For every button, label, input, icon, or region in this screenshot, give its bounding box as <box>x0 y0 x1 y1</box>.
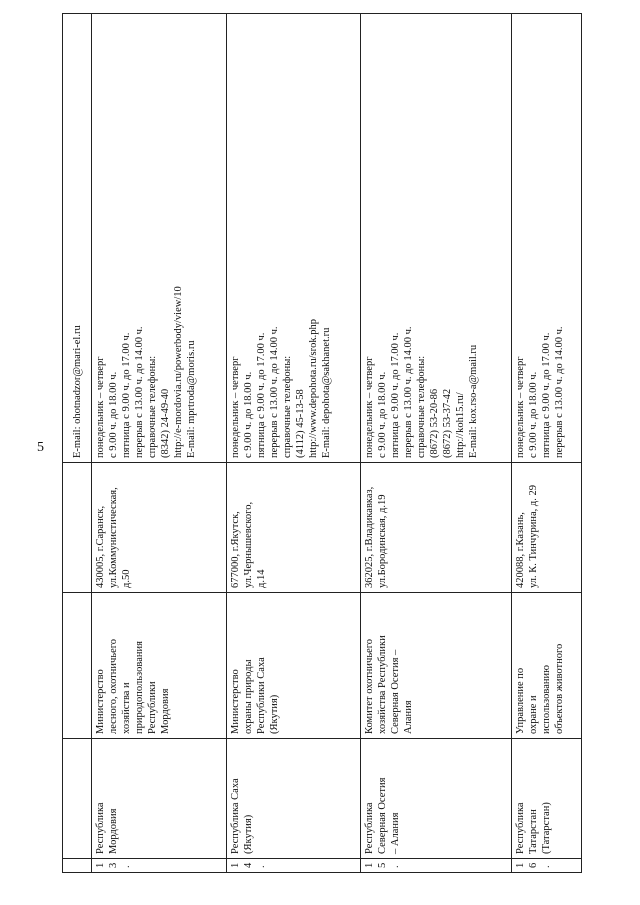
cell-contacts: понедельник – четверг с 9.00 ч. до 18.00 ч. пятница с 9.00 ч. до 17.00 ч. перерыв с 13.00 ч. до 14.00 ч. <box>511 14 581 463</box>
cell-address: 420088, г.Казань, ул. К. Тинчурина, д. 29 <box>511 463 581 593</box>
cell-region: Республика Саха (Якутия) <box>226 739 361 859</box>
cell-agency: Комитет охотничьего хозяйства Республики Северная Осетия – Алания <box>361 593 512 739</box>
cell-address: 677000, г.Якутск, ул.Чернышевского, д.14 <box>226 463 361 593</box>
table-row <box>511 14 581 873</box>
page-number: 5 <box>37 440 44 455</box>
cell-num: 13. <box>92 859 227 873</box>
cell-num: 16. <box>511 859 581 873</box>
cell-region: Республика Северная Осетия – Алания <box>361 739 512 859</box>
cell-agency: Управление по охране и использованию объектов животного <box>511 593 581 739</box>
cell-address: 362025, г.Владикавказ, ул.Бородинская, д.19 <box>361 463 512 593</box>
cell-contacts: понедельник – четверг с 9.00 ч. до 18.00 ч. пятница с 9.00 ч. до 17.00 ч. перерыв с 13.00 ч. до 14.00 ч. справочные телефоны: (8672) 53-20-86 (8672) 53-37-42 http://koh15.ru/ E-mail: kox.rso-a@mail.ru <box>361 14 512 463</box>
cell-num: 14. <box>226 859 361 873</box>
cell-agency <box>63 593 92 739</box>
contacts-table <box>62 13 582 873</box>
table-row <box>92 14 227 873</box>
cell-region: Республика Татарстан (Татарстан) <box>511 739 581 859</box>
table-row-continuation <box>63 14 92 873</box>
cell-agency: Министерство охраны природы Республики Саха (Якутия) <box>226 593 361 739</box>
cell-address: 430005, г.Саранск, ул.Коммунистическая, д.50 <box>92 463 227 593</box>
cell-region <box>63 739 92 859</box>
cell-num <box>63 859 92 873</box>
cell-contacts: понедельник – четверг с 9.00 ч. до 18.00 ч. пятница с 9.00 ч. до 17.00 ч. перерыв с 13.00 ч. до 14.00 ч. справочные телефоны: (4112) 45-13-58 http://www.depohota.ru/srok.php E-mail: depohota@sakhanet.ru <box>226 14 361 463</box>
cell-contacts: E-mail: ohotnadzor@mari-el.ru <box>63 14 92 463</box>
rotated-table-container <box>62 13 582 873</box>
cell-contacts: понедельник – четверг с 9.00 ч. до 18.00 ч. пятница с 9.00 ч. до 17.00 ч. перерыв с 13.00 ч. до 14.00 ч. справочные телефоны: (8342) 24-49-40 http://e-mordovia.ru/powerbody/view/10 E-mail: mprtroda@moris.ru <box>92 14 227 463</box>
cell-num: 15. <box>361 859 512 873</box>
cell-region: Республика Мордовия <box>92 739 227 859</box>
cell-agency: Министерство лесного, охотничьего хозяйства и природопользования Республики Мордовия <box>92 593 227 739</box>
table-row <box>226 14 361 873</box>
table-row <box>361 14 512 873</box>
cell-address <box>63 463 92 593</box>
